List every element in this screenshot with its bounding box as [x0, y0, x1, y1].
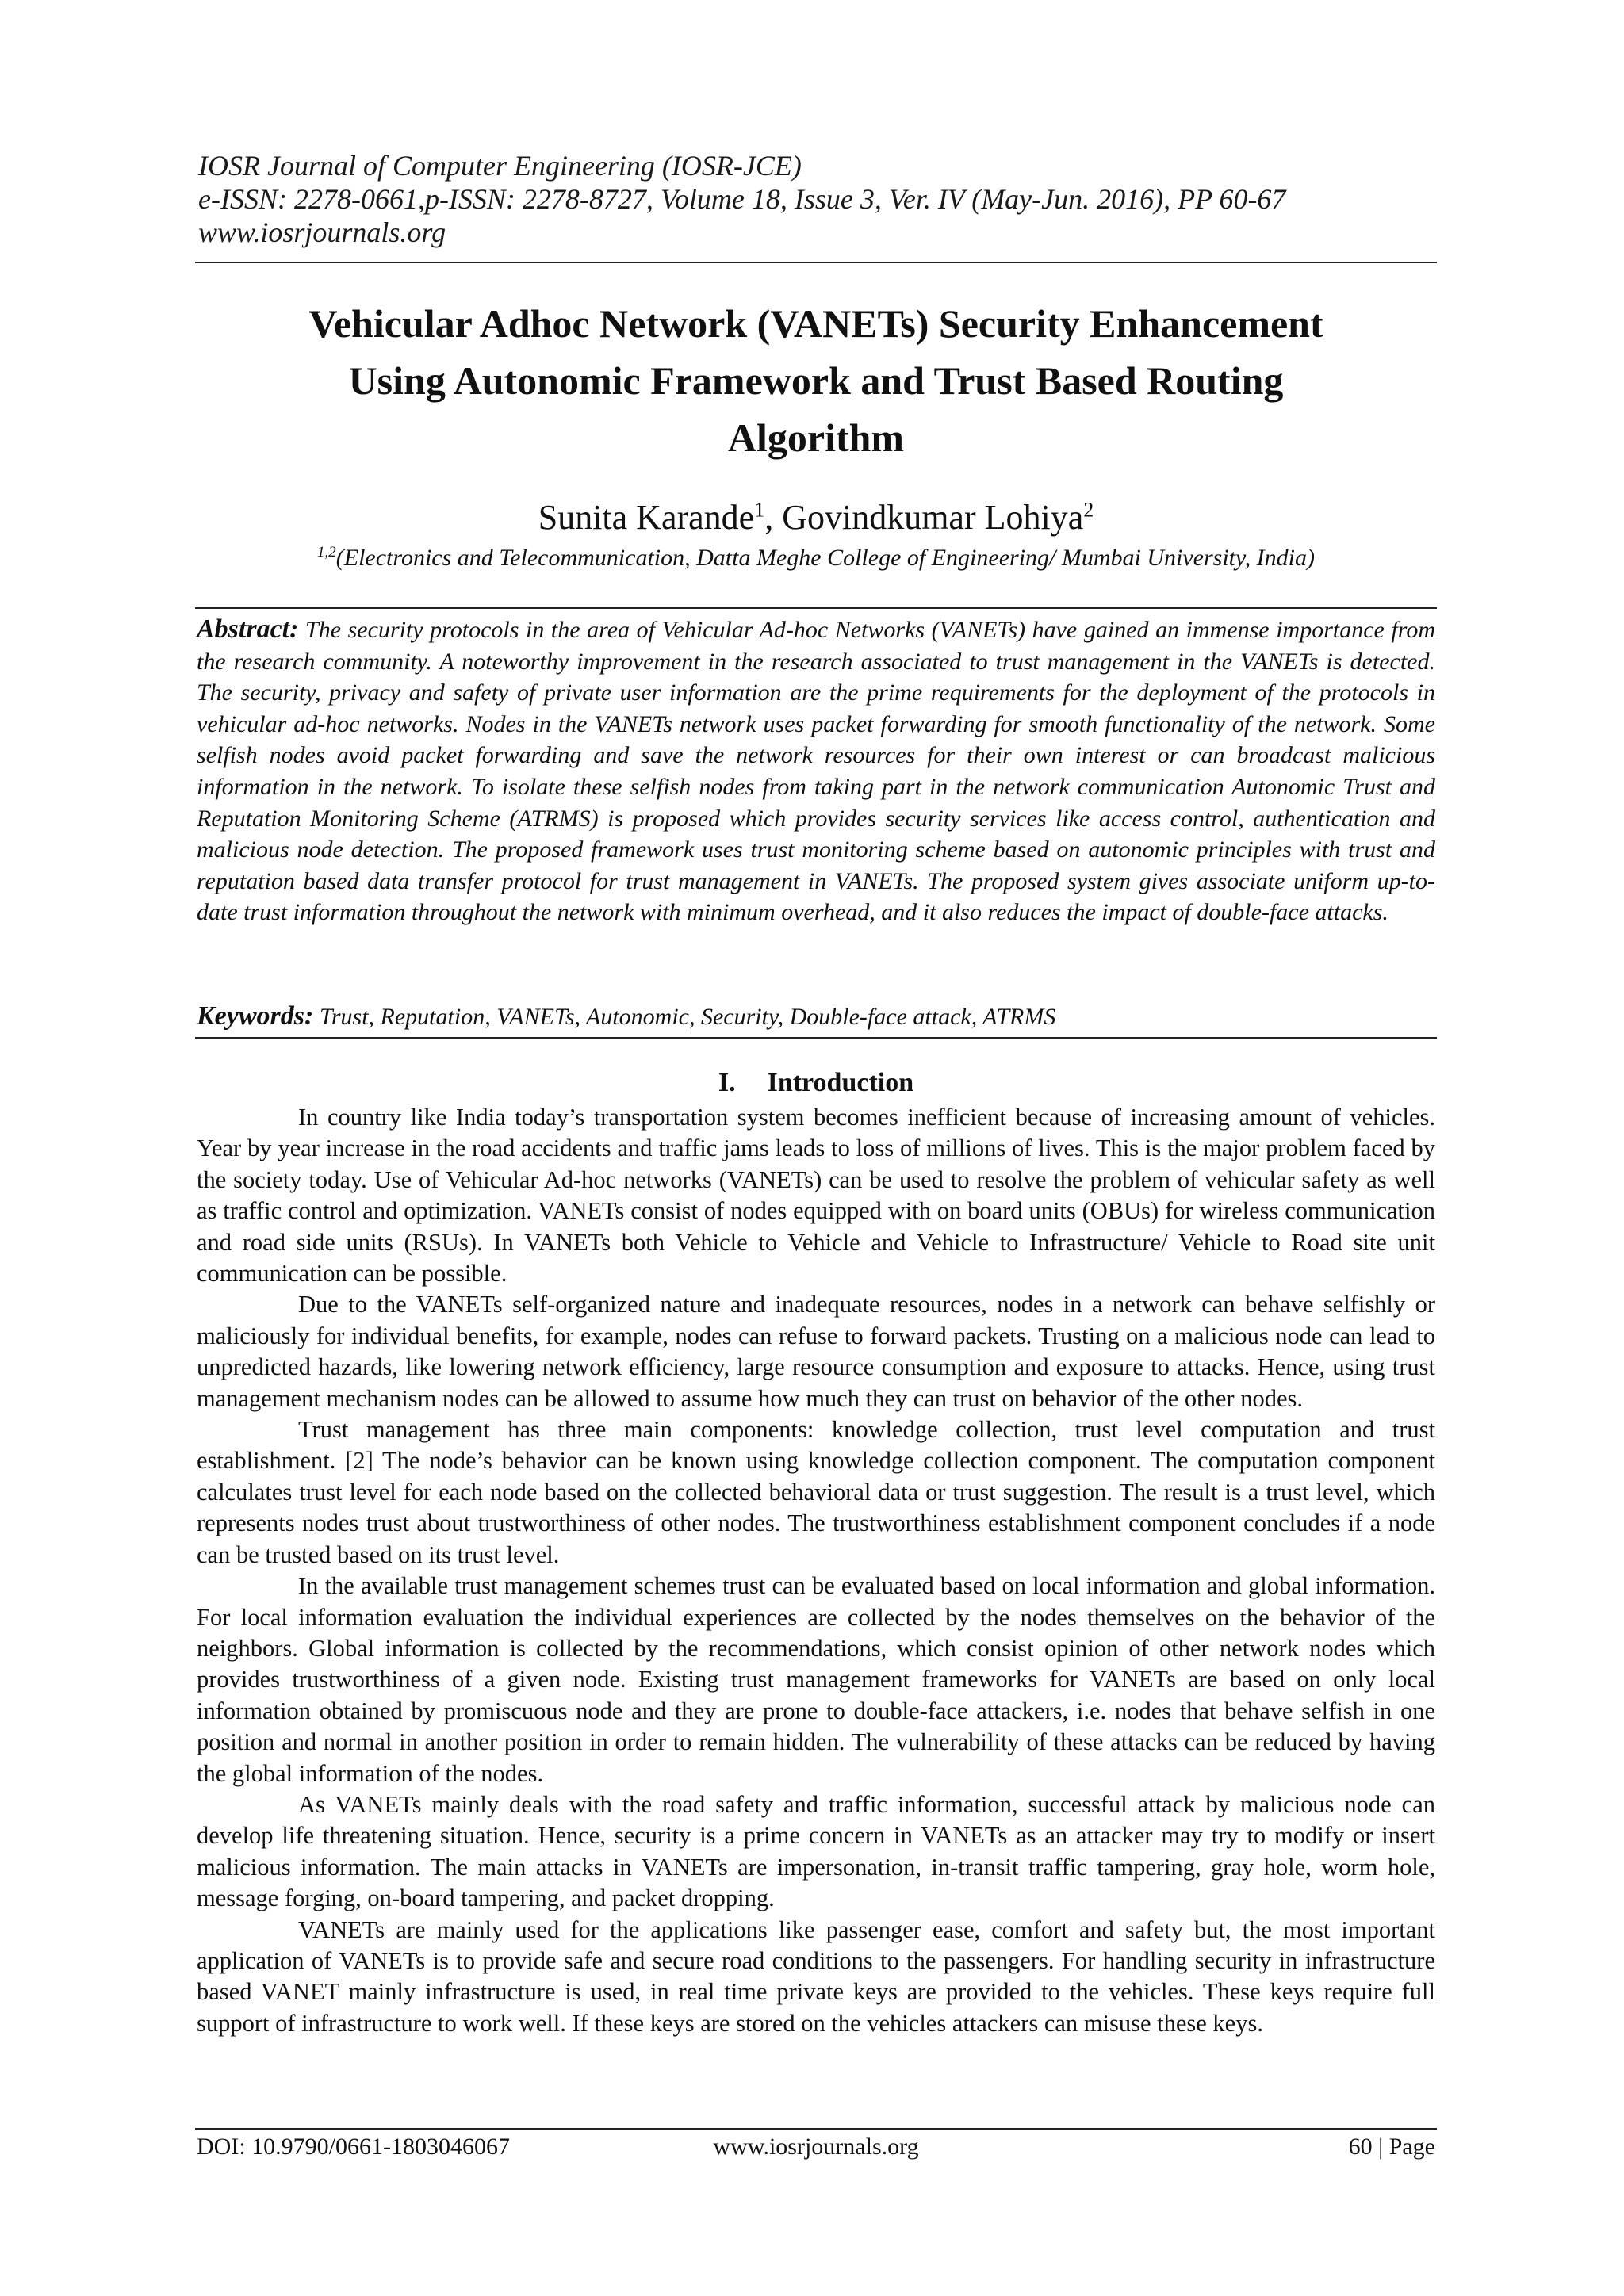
abstract-text: The security protocols in the area of Vehicular Ad-hoc Networks (VANETs) have gained an immense importance from the research community. A noteworthy improvement in the research associated to trust management in the VANETs is detected. The security, privacy and safety of private user information are the prime requirements for the deployment of the protocols in vehicular ad-hoc networks. Nodes in the VANETs network uses packet forwarding for smooth functionality of the network. Some selfish nodes avoid packet forwarding and save the network resources for their own interest or can broadcast malicious information in the network. To isolate these selfish nodes from taking part in the network communication Autonomic Trust and Reputation Monitoring Scheme (ATRMS) is proposed which provides security services like access control, authentication and malicious node detection. The proposed framework uses trust monitoring scheme based on autonomic principles with trust and reputation based data transfer protocol for trust management in VANETs. The proposed system gives associate uniform up-to-date trust information throughout the network with minimum overhead, and it also reduces the impact of double-face attacks. [197, 617, 1435, 926]
footer-doi: DOI: 10.9790/0661-1803046067 [197, 2133, 510, 2160]
author-2: Govindkumar Lohiya [782, 498, 1084, 537]
body-paragraph: In the available trust management schemes trust can be evaluated based on local information and global information. For local information evaluation the individual experiences are collected by the nodes themselves on the behavior of the neighbors. Global information is collected by the recommendations, which consist opinion of other network nodes which provides trustworthiness of a given node. Existing trust management frameworks for VANETs are based on only local information obtained by promiscuous node and they are prone to double-face attackers, i.e. nodes that behave selfish in one position and normal in another position in order to remain hidden. The vulnerability of these attacks can be reduced by having the global information of the nodes. [197, 1572, 1435, 1787]
affiliation-mark: 1,2 [317, 544, 336, 561]
abstract [197, 614, 1435, 928]
section-title: Introduction [767, 1068, 914, 1097]
affiliation [195, 544, 1437, 572]
section-heading [195, 1067, 1437, 1099]
title-line-3: Algorithm [727, 415, 905, 460]
body-paragraph: Trust management has three main components: knowledge collection, trust level computation and trust establishment. [2] The node’s behavior can be known using knowledge collection component. The computation component calculates trust level for each node based on the collected behavioral data or trust suggestion. The result is a trust level, which represents nodes trust about trustworthiness of other nodes. The trustworthiness establishment component concludes if a node can be trusted based on its trust level. [197, 1416, 1435, 1568]
footer-page-number: 60 | Page [1348, 2133, 1435, 2160]
journal-header [198, 149, 1435, 249]
abstract-bottom-divider [195, 1037, 1437, 1039]
header-divider [195, 262, 1437, 263]
author-2-affiliation-mark: 2 [1083, 498, 1094, 522]
body-paragraph: In country like India today’s transportation system becomes inefficient because of increasing amount of vehicles. Year by year increase in the road accidents and traffic jams leads to loss of millions of lives. This is the major problem faced by the society today. Use of Vehicular Ad-hoc networks (VANETs) can be used to resolve the problem of vehicular safety as well as traffic control and optimization. VANETs consist of nodes equipped with on board units (OBUs) for wireless communication and road side units (RSUs). In VANETs both Vehicle to Vehicle and Vehicle to Infrastructure/ Vehicle to Road site unit communication can be possible. [197, 1104, 1435, 1288]
body-paragraph: VANETs are mainly used for the applications like passenger ease, comfort and safety but, the most important application of VANETs is to provide safe and secure road conditions to the passengers. For handling security in infrastructure based VANET mainly infrastructure is used, in real time private keys are provided to the vehicles. These keys require full support of infrastructure to work well. If these keys are stored on the vehicles attackers can misuse these keys. [197, 1915, 1435, 2037]
abstract-top-divider [195, 607, 1437, 609]
journal-issn-volume: e-ISSN: 2278-0661,p-ISSN: 2278-8727, Volume 18, Issue 3, Ver. IV (May-Jun. 2016), PP 60-67 [198, 183, 1286, 215]
keywords [197, 1001, 1435, 1033]
introduction-body [197, 1102, 1435, 2039]
keywords-label: Keywords: [197, 1001, 314, 1031]
affiliation-text: (Electronics and Telecommunication, Datta Meghe College of Engineering/ Mumbai University, India) [335, 545, 1315, 571]
authors [195, 498, 1437, 538]
footer-website: www.iosrjournals.org [713, 2133, 919, 2160]
paper-title [195, 295, 1437, 466]
abstract-label: Abstract: [197, 614, 299, 644]
keywords-text: Trust, Reputation, VANETs, Autonomic, Security, Double-face attack, ATRMS [319, 1004, 1056, 1030]
author-1-affiliation-mark: 1 [754, 498, 765, 522]
body-paragraph: As VANETs mainly deals with the road safety and traffic information, successful attack by malicious node can develop life threatening situation. Hence, security is a prime concern in VANETs as an attacker may try to modify or insert malicious information. The main attacks in VANETs are impersonation, in-transit traffic tampering, gray hole, worm hole, message forging, on-board tampering, and packet dropping. [197, 1790, 1435, 1912]
journal-name: IOSR Journal of Computer Engineering (IOSR-JCE) [198, 150, 802, 182]
author-separator: , [764, 498, 783, 537]
author-1: Sunita Karande [538, 498, 755, 537]
journal-website: www.iosrjournals.org [198, 216, 446, 248]
section-number: I. [718, 1068, 736, 1097]
page-footer [197, 2130, 1435, 2164]
body-paragraph: Due to the VANETs self-organized nature and inadequate resources, nodes in a network can behave selfishly or maliciously for individual benefits, for example, nodes can refuse to forward packets. Trusting on a malicious node can lead to unpredicted hazards, like lowering network efficiency, large resource consumption and exposure to attacks. Hence, using trust management mechanism nodes can be allowed to assume how much they can trust on behavior of the other nodes. [197, 1291, 1435, 1412]
title-line-2: Using Autonomic Framework and Trust Based Routing [348, 358, 1284, 403]
title-line-1: Vehicular Adhoc Network (VANETs) Security Enhancement [308, 301, 1323, 346]
